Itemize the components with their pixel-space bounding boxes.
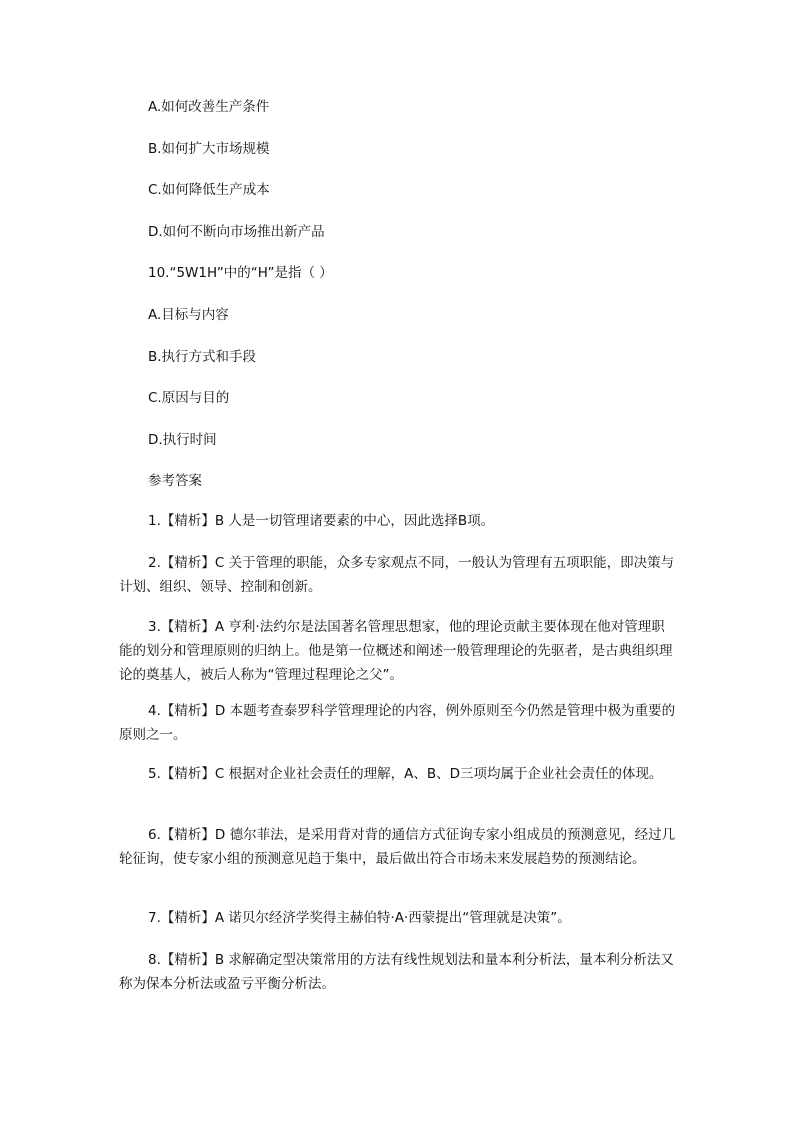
answer-1-text: 1.【精析】B 人是一切管理诸要素的中心，因此选择B项。 (148, 513, 495, 529)
answer-4-text: 4.【精析】D 本题考查泰罗科学管理理论的内容，例外原则至今仍然是管理中极为重要的原则之一。 (119, 703, 676, 743)
answers-heading: 参考答案 (148, 473, 202, 489)
answer-7-text: 7.【精析】A 诺贝尔经济学奖得主赫伯特·A·西蒙提出“管理就是决策”。 (148, 910, 571, 926)
answer-5 (119, 762, 676, 786)
answer-3-text: 3.【精析】A 亨利·法约尔是法国著名管理思想家，他的理论贡献主要体现在他对管理职能的划分和管理原则的归纳上。他是第一位概述和阐述一般管理理论的先驱者，是古典组织理论的奠基人，被后人称为“管理过程理论之父”。 (119, 619, 673, 683)
q9-option-c: C.如何降低生产成本 (148, 182, 270, 198)
answer-8-text: 8.【精析】B 求解确定型决策常用的方法有线性规划法和量本利分析法，量本利分析法又称为保本分析法或盈亏平衡分析法。 (119, 952, 674, 992)
q10-option-b: B.执行方式和手段 (148, 349, 257, 365)
answer-6 (119, 823, 676, 871)
q9-option-b: B.如何扩大市场规模 (148, 141, 270, 157)
answer-5-text: 5.【精析】C 根据对企业社会责任的理解，A、B、D三项均属于企业社会责任的体现。 (148, 766, 663, 782)
q9-option-a: A.如何改善生产条件 (148, 99, 270, 115)
answer-8 (119, 948, 676, 996)
answer-7 (119, 906, 676, 930)
answer-3 (119, 615, 676, 687)
q9-option-d: D.如何不断向市场推出新产品 (148, 224, 325, 240)
answer-2-text: 2.【精析】C 关于管理的职能，众多专家观点不同，一般认为管理有五项职能，即决策与计划、组织、领导、控制和创新。 (119, 555, 675, 595)
answer-1 (119, 509, 676, 533)
answer-6-text: 6.【精析】D 德尔菲法，是采用背对背的通信方式征询专家小组成员的预测意见，经过几轮征询，使专家小组的预测意见趋于集中，最后做出符合市场未来发展趋势的预测结论。 (119, 827, 676, 867)
answer-4 (119, 699, 676, 747)
q10-option-d: D.执行时间 (148, 432, 217, 448)
answer-2 (119, 551, 676, 599)
q10-stem: 10.“5W1H”中的“H”是指（ ） (148, 265, 333, 281)
q10-option-c: C.原因与目的 (148, 390, 230, 406)
q10-option-a: A.目标与内容 (148, 307, 229, 323)
